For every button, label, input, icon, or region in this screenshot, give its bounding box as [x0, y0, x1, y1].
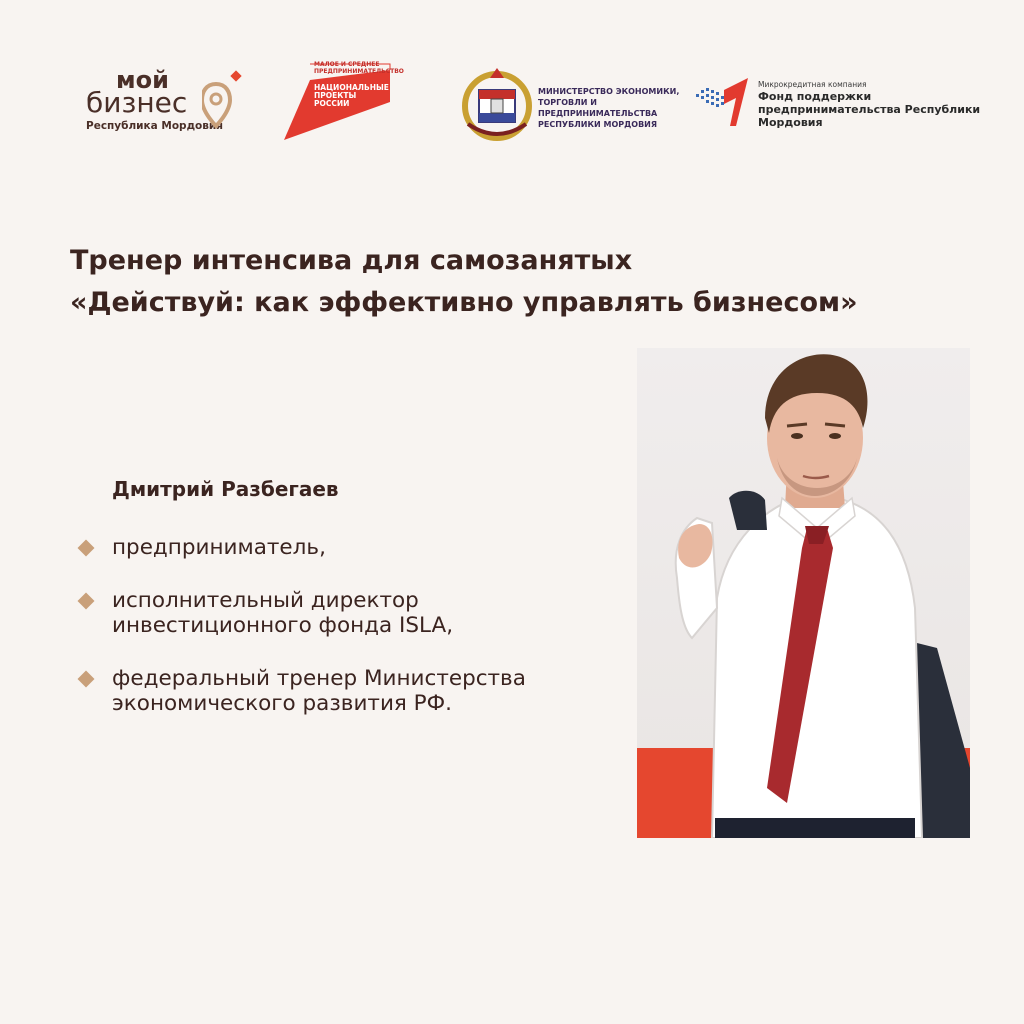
moy-biznes-logo-word-1: мой: [116, 66, 169, 94]
trainer-name: Дмитрий Разбегаев: [112, 477, 339, 501]
diamond-bullet-icon: [78, 593, 95, 610]
list-item: [70, 535, 630, 560]
trainer-portrait-illustration: [637, 348, 970, 838]
page-title: [70, 240, 858, 324]
list-item-line-2: экономического развития РФ.: [112, 691, 452, 716]
moy-biznes-logo: [86, 68, 246, 148]
trainer-roles-list: [70, 535, 630, 716]
ministry-logo: [458, 64, 688, 144]
diamond-bullet-icon: [78, 671, 95, 688]
list-item-line-1: предприниматель,: [112, 535, 326, 560]
ministry-name: МИНИСТЕРСТВО ЭКОНОМИКИ, ТОРГОВЛИ И ПРЕДПРИНИМАТЕЛЬСТВА РЕСПУБЛИКИ МОРДОВИЯ: [538, 87, 680, 129]
list-item: [70, 666, 630, 716]
moy-biznes-logo-word-2: бизнес: [86, 86, 188, 119]
title-line-2: «Действуй: как эффективно управлять бизнесом»: [70, 287, 858, 318]
list-item-line-1: федеральный тренер Министерства: [112, 666, 526, 691]
national-projects-logo: [284, 61, 404, 142]
fund-mark-icon: [696, 76, 752, 128]
moy-biznes-logo-region: Республика Мордовия: [86, 120, 224, 132]
trainer-photo: [637, 348, 970, 838]
list-item: [70, 588, 630, 638]
list-item-line-2: инвестиционного фонда ISLA,: [112, 613, 454, 638]
fund-type: Микрокредитная компания: [758, 80, 867, 89]
title-line-1: Тренер интенсива для самозанятых: [70, 245, 633, 276]
coat-of-arms-icon: [458, 64, 536, 144]
fund-name: Фонд поддержки предпринимательства Республики Мордовия: [758, 90, 981, 129]
list-item-line-1: исполнительный директор: [112, 588, 419, 613]
national-projects-main-text: НАЦИОНАЛЬНЫЕ ПРОЕКТЫ РОССИИ: [314, 83, 389, 108]
logos-bar: [0, 60, 1024, 150]
location-pin-icon: [202, 70, 242, 134]
fund-logo: [696, 76, 996, 136]
national-projects-top-text: МАЛОЕ И СРЕДНЕЕ ПРЕДПРИНИМАТЕЛЬСТВО: [314, 61, 404, 75]
diamond-bullet-icon: [78, 540, 95, 557]
